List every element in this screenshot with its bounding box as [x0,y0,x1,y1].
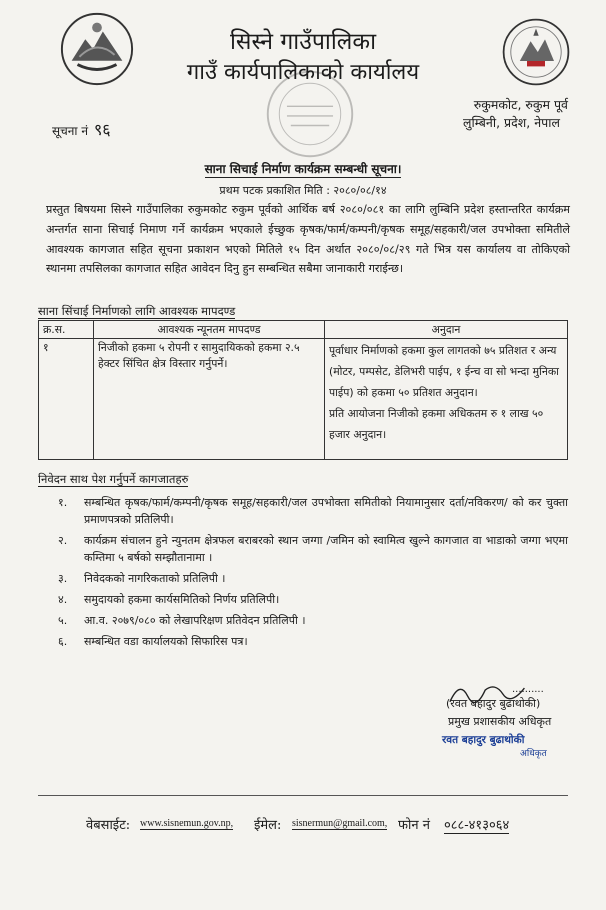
row-requirement: निजीको हकमा ५ रोपनी र सामुदायिकको हकमा २.५ हेक्टर सिंचित क्षेत्र विस्तार गर्नुपर्ने। [94,339,325,460]
notice-body: प्रस्तुत बिषयमा सिस्ने गाउँपालिका रुकुमकोट रुकुम पूर्वको आर्थिक बर्ष २०८०/०८१ का लागि लुम्बिनि प्रदेश हस्तान्तरित कार्यक्रम अन्तर्गत साना सिचाई निमाण गर्ने कार्यक्रम भएकाले ईच्छुक कृषक/फार्म/कम्पनी/कृषक समूह/सहकारी/जल उपभोक्ता समितीले आवश्यक कागजात सहित सूचना प्रकाशन भएको मितिले १५ दिन अर्थात २०८०/०८/२९ गते भित्र यस कार्यालय वा तोकिएको स्थानमा तपसिलका कागजात सहित आवेदन दिनु हुन सम्बन्धित सबैमा जानाकारी गराईन्छ। [46,203,570,276]
notice-subject: साना सिचाई निर्माण कार्यक्रम सम्बन्धी सूचना। [204,162,402,176]
list-item: २. कार्यक्रम संचालन हुने न्युनतम क्षेत्रफल बराबरको स्थान जग्गा /जमिन को स्वामित्व खुल्ने कागजात वा भाडाको जग्गा भएमा कम्तिमा ५ बर्षको सम्झौतानामा । [58,534,568,564]
signature-stamp-title: अधिकृत [520,749,547,759]
notice-number-label: सूचना नं [52,124,88,138]
col-grant-header: अनुदान [325,321,568,339]
signatory-title: प्रमुख प्रशासकीय अधिकृत [448,715,552,728]
email-link[interactable]: sisnermun@gmail.com, [292,818,388,829]
list-item: ४. समुदायको हकमा कार्यसमितिको निर्णय प्रतिलिपी। [58,593,280,606]
signatory-name: (रवत बहादुर बुढाथोकी) [446,697,541,710]
email-label: ईमेल: [254,818,282,833]
list-item: १. सम्बन्धित कृषक/फार्म/कम्पनी/कृषक समूह/सहकारी/जल उपभोक्ता समितीको नियामानुसार दर्ता/नविकरण/ को कर चुक्ता प्रमाणपत्रको प्रतिलिपी। [58,496,568,526]
signature-dots: .......... [512,684,544,695]
website-label: वेबसाईट: [86,818,131,833]
col-sn-header: क्र.स. [39,321,94,339]
row-grant [325,339,568,460]
list-item: ६. सम्बन्धित वडा कार्यालयको सिफारिस पत्र। [58,635,248,648]
office-title-line2: गाउँ कार्यपालिकाको कार्यालय [186,60,420,85]
address-line1: रुकुमकोट, रुकुम पूर्व [473,97,568,112]
signature-stamp-name: रवत बहादुर बुढाथोकी [442,734,525,746]
office-title-line1: सिस्ने गाउँपालिका [229,29,377,55]
table-header-row [39,321,568,339]
table-row [39,339,568,460]
address-line2: लुम्बिनी, प्रदेश, नेपाल [463,115,560,130]
grant-line1: पूर्वाधार निर्माणको हकमा कुल लागतको ७५ प्रतिशत र अन्य (मोटर, पम्पसेट, डेलिभरी पाईप, १ ईन्च वा सो भन्दा मुनिका पाईप) को हकमा ५० प्रतिशत अनुदान। [329,344,559,399]
documents-list [58,494,568,654]
website-link[interactable]: www.sisnemun.gov.np, [140,818,234,829]
grant-line2: प्रति आयोजना निजीको हकमा अधिकतम रु १ लाख ५० हजार अनुदान। [329,407,544,441]
phone-number: ०८८-४१३०६४ [444,815,509,834]
row-sn: १ [39,339,94,460]
notice-number-row [52,118,111,140]
published-date: प्रथम पटक प्रकाशित मिति : २०८०/०८/१४ [219,184,387,197]
criteria-table [38,320,568,460]
col-requirement-header: आवश्यक न्यूनतम मापदण्ड [94,321,325,339]
list-item: ५. आ.व. २०७९/०८० को लेखापरिक्षण प्रतिवेदन प्रतिलिपी । [58,614,306,627]
footer-divider [38,795,568,796]
documents-heading: निवेदन साथ पेश गर्नुपर्ने कागजातहरु [38,472,189,486]
notice-number: ९६ [93,120,111,139]
phone-label: फोन नं [398,818,430,833]
criteria-heading: साना सिंचाई निर्माणको लागि आवश्यक मापदण्ड [38,304,236,318]
list-item: ३. निवेदकको नागरिकताको प्रतिलिपी । [58,572,226,585]
